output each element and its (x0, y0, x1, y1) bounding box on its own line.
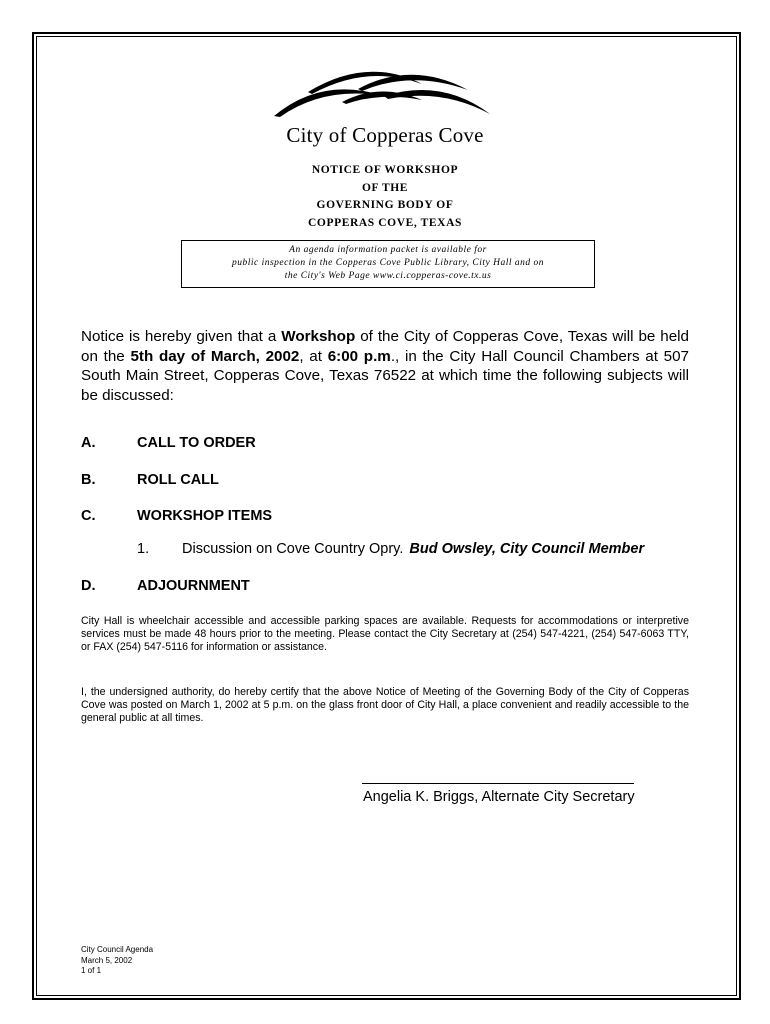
intro-text: Notice is hereby given that a (81, 328, 282, 345)
section-title: WORKSHOP ITEMS (137, 508, 273, 524)
info-box-line: public inspection in the Copperas Cove Public Library, City Hall and on (231, 258, 545, 268)
page-footer (81, 945, 153, 977)
item-text: Discussion on Cove Country Opry. (182, 541, 404, 557)
notice-heading (0, 162, 770, 232)
agenda-section-a (81, 435, 256, 451)
signatory-name: Angelia K. Briggs, Alternate City Secretary (363, 789, 635, 805)
intro-text: of the City of Copperas Cove, Texas will be held on the (81, 328, 690, 365)
intro-text: ., in the City Hall Council Chambers at 507 South Main Street, Copperas Cove, Texas 76522 at which time the following subjects will be discussed: (81, 347, 689, 404)
notice-heading-line: GOVERNING BODY OF (316, 199, 454, 211)
agenda-info-box (181, 240, 595, 288)
agenda-section-c (81, 508, 272, 524)
info-box-line: the City's Web Page www.ci.copperas-cove.tx.us (284, 271, 492, 281)
agenda-section-d (81, 578, 250, 594)
item-presenter: Bud Owsley, City Council Member (409, 541, 645, 557)
section-letter: C. (81, 508, 96, 524)
certification-statement: I, the undersigned authority, do hereby certify that the above Notice of Meeting of the Governing Body of the City of Copperas Cove was posted on March 1, 2002 at 5 p.m. on the glass front door of City Hall, a place convenient and readily accessible to the general public at all times. (81, 686, 689, 724)
notice-heading-line: OF THE (361, 181, 409, 194)
notice-intro-paragraph (81, 327, 689, 405)
footer-line: City Council Agenda (81, 945, 154, 954)
section-title: CALL TO ORDER (137, 435, 256, 451)
info-box-line: An agenda information packet is available for (289, 245, 487, 255)
notice-heading-line: NOTICE OF WORKSHOP (311, 164, 459, 176)
agenda-section-b (81, 472, 219, 488)
intro-meeting-date: 5th day of March, 2002 (130, 347, 300, 365)
city-name: City of Copperas Cove (286, 123, 484, 147)
section-title: ROLL CALL (137, 472, 219, 488)
footer-line: 1 of 1 (81, 966, 102, 975)
section-letter: D. (81, 578, 96, 594)
intro-text: , at (299, 347, 328, 365)
city-logo-icon (272, 62, 494, 118)
footer-line: March 5, 2002 (81, 955, 133, 965)
notice-heading-line: COPPERAS COVE, TEXAS (308, 216, 462, 229)
section-letter: A. (81, 435, 96, 451)
item-number: 1. (137, 541, 150, 557)
accessibility-notice: City Hall is wheelchair accessible and accessible parking spaces are available. Requests for accommodations or interpretive services must be made 48 hours prior to the meeting. Please contact the City Secretary at (254) 547-4221, (254) 547-6063 TTY, or FAX (254) 547-5116 for information or assistance. (81, 615, 689, 653)
intro-meeting-type: Workshop (281, 328, 356, 345)
section-letter: B. (81, 472, 96, 488)
workshop-item (137, 541, 644, 557)
section-title: ADJOURNMENT (137, 578, 250, 594)
signature-line (362, 783, 634, 784)
intro-meeting-time: 6:00 p.m (327, 347, 391, 365)
